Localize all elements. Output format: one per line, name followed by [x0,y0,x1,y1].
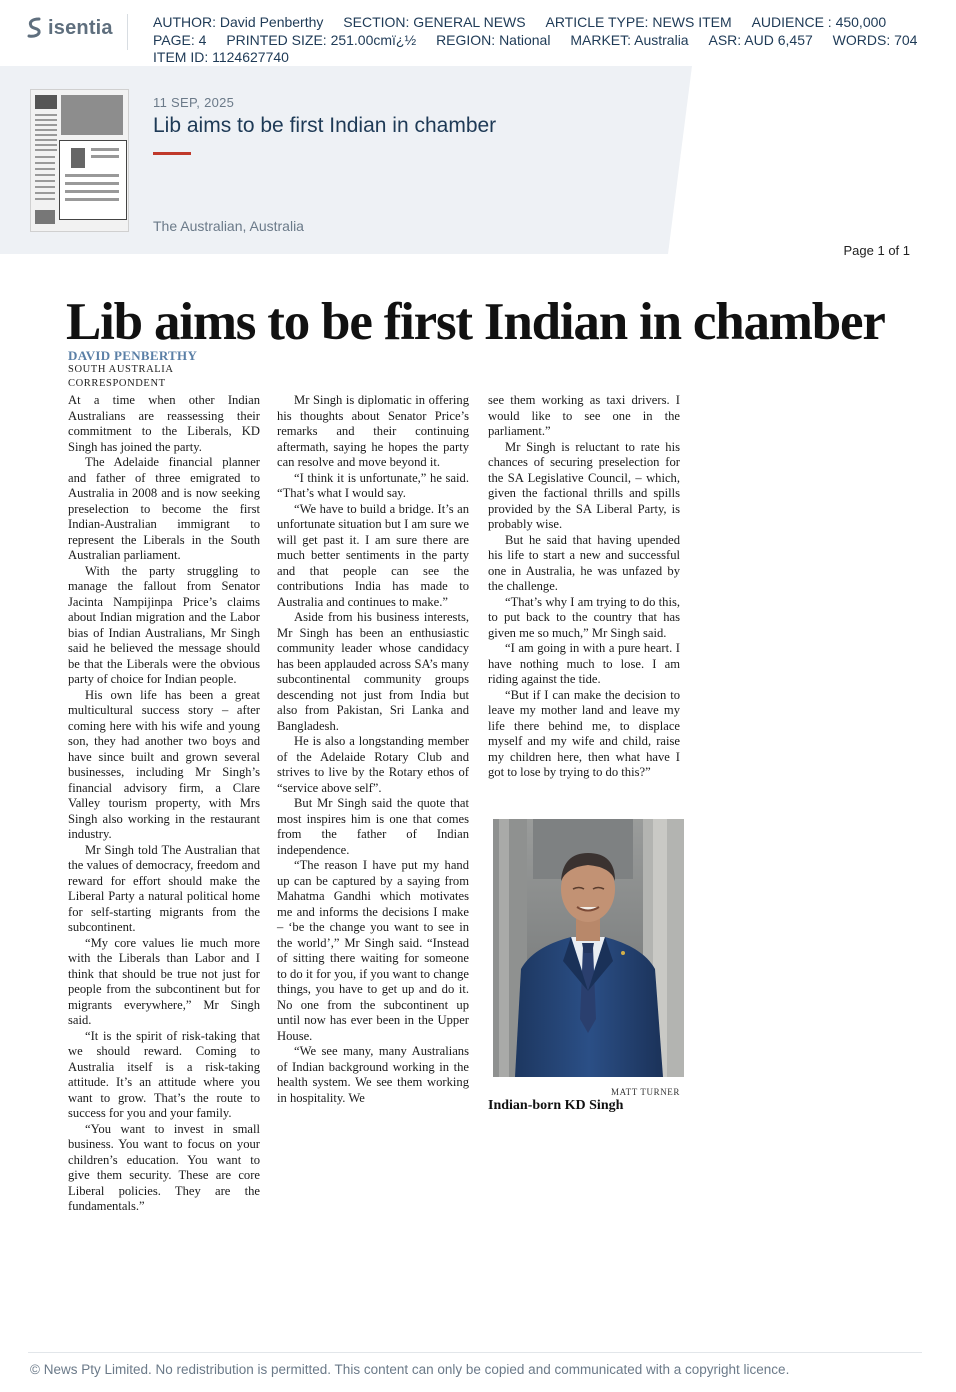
info-band-background [0,66,956,254]
paragraph: Mr Singh is diplomatic in offering his thoughts about Senator Price’s remarks and their continuing aftermath, saying he hopes the party can resolve and move beyond it. [277,393,469,469]
paragraph: Aside from his business interests, Mr Singh has been an enthusiastic community leader whose candidacy has been applauded across SA’s many subcontinental community groups descending not just from India but also from Pakistan, Sri Lanka and Bangladesh. [277,610,469,733]
meta-item-id: ITEM ID: 1124627740 [153,49,289,65]
meta-page: PAGE: 4 [153,31,207,48]
photo-credit: MATT TURNER [610,1087,680,1097]
byline-author: DAVID PENBERTHY [68,348,198,363]
meta-printed-size: PRINTED SIZE: 251.00cmï¿½ [226,31,417,48]
paragraph: “I am going in with a pure heart. I have nothing much to lose. I am riding against the tide. [488,641,680,686]
paragraph: “You want to invest in small business. You want to focus on your children’s education. You want to give them security. These are core Liberal policies. They are the fundamentals.” [68,1121,260,1213]
meta-audience: AUDIENCE : 450,000 [751,14,887,30]
paragraph: His own life has been a great multicultural success story – after coming here with his wife and young son, they had another two boys and have since built and grown several businesses, including Mr Singh’s financial advisory firm, a Clare Valley tourism property, with Mrs Singh also working in the restaurant industry. [68,687,260,841]
paragraph: Mr Singh is reluctant to rate his chances of securing preselection for the SA Legislative Council, – which, given the factional thrills and spills provided by the SA Liberal Party, is probably wise. [488,439,680,531]
title-accent-rule [153,152,191,155]
byline-role-line-1: SOUTH AUSTRALIA [68,364,174,375]
clipping-headline: Lib aims to be first Indian in chamber [66,293,885,351]
isentia-logo-text: isentia [48,16,113,39]
paragraph: The Adelaide financial planner and father of three emigrated to Australia in 2008 and is now seeking preselection to become the first Indian-Australian immigrant to represent the Liberals in the South Australian parliament. [68,455,260,562]
article-info-band [0,66,956,254]
paragraph: “It is the spirit of risk-taking that we should reward. Coming to Australia itself is a risk-taking attitude. It’s an attitude where you want to grow. That’s the route to success for you and your family. [68,1028,260,1120]
article-column-2 [277,393,469,1106]
article-title-link[interactable]: Lib aims to be first Indian in chamber [153,114,497,137]
paragraph: see them working as taxi drivers. I would like to see one in the parliament.” [488,393,680,438]
paragraph: “My core values lie much more with the Liberals than Labor and I think that should be true not just for people from the subcontinent but for migrants everywhere,” Mr Singh said. [68,935,260,1027]
meta-asr: ASR: AUD 6,457 [708,31,813,48]
paragraph: “We have to build a bridge. It’s an unfortunate situation but I am sure we will get past it. I am sure there are much better sentiments in the party and that people can see the contributions India has made to Australia and continues to make.” [277,501,469,609]
paragraph: “I think it is unfortunate,” he said. “That’s what I would say. [277,470,469,500]
paragraph: “That’s why I am trying to do this, to put back to the country that has given me so much,” Mr Singh said. [488,594,680,640]
paragraph: “We see many, many Australians of Indian background working in the health system. We see them working in hospitality. We [277,1044,469,1105]
meta-words: WORDS: 704 [832,31,918,48]
photo-caption: Indian-born KD Singh [488,1098,624,1113]
meta-header [0,0,956,66]
copyright-notice: © News Pty Limited. No redistribution is permitted. This content can only be copied and communicated with a copyright licence. [30,1362,790,1377]
portrait-illustration [493,819,684,1077]
meta-article-type: ARTICLE TYPE: NEWS ITEM [545,14,732,30]
meta-section: SECTION: GENERAL NEWS [343,14,526,30]
byline-role [68,363,174,391]
footer-divider [28,1352,922,1353]
paragraph: He is also a longstanding member of the Adelaide Rotary Club and strives to live by the Rotary ethos of “service above self”. [277,734,469,795]
article-date: 11 SEP, 2025 [153,95,235,110]
paragraph: At a time when other Indian Australians are reassessing their commitment to the Liberals, KD Singh has joined the party. [68,393,260,454]
header-divider [127,14,128,50]
meta-fields [153,14,943,67]
article-column-3 [488,393,680,781]
paragraph: “But if I can make the decision to leave my mother land and leave my life there behind me, to displace myself and my wife and child, raise my children here, then what have I got to lose by trying to do this?” [488,687,680,779]
isentia-logo[interactable] [26,16,113,40]
page-thumbnail[interactable] [30,89,129,232]
page-count: Page 1 of 1 [843,243,910,258]
paragraph: But Mr Singh said the quote that most inspires him is one that comes from the father of Indian independence. [277,796,469,857]
kd-singh-photo [493,819,684,1077]
meta-region: REGION: National [436,31,551,48]
paragraph: But he said that having upended his life to start a new and successful one in Australia, he was unfazed by the challenge. [488,532,680,593]
paragraph: “The reason I have put my hand up can be captured by a saying from Mahatma Gandhi which motivates me and informs the decisions I make – ‘be the change you want to see in the world’,” Mr Singh said. “Instead of sitting there waiting for someone to do it for you, if you want to change things, you have to get up and do it. No one from the subcontinent up until now has ever been in the Upper House. [277,858,469,1043]
paragraph: With the party struggling to manage the fallout from Senator Jacinta Nampijinpa Price’s claims about Indian migration and the Labor bias of Indian Australians, Mr Singh said he believed the message should be that the Liberals were the obvious party of choice for Indian people. [68,563,260,686]
meta-author: AUTHOR: David Penberthy [153,14,324,30]
byline-role-line-2: CORRESPONDENT [68,378,166,389]
article-column-1 [68,393,260,1215]
meta-market: MARKET: Australia [570,31,689,48]
article-source: The Australian, Australia [153,218,304,234]
paragraph: Mr Singh told The Australian that the values of democracy, freedom and reward for effort should make the Liberal Party a natural political home for self-starting migrants from the subcontinent. [68,842,260,934]
isentia-logo-icon [26,16,44,40]
